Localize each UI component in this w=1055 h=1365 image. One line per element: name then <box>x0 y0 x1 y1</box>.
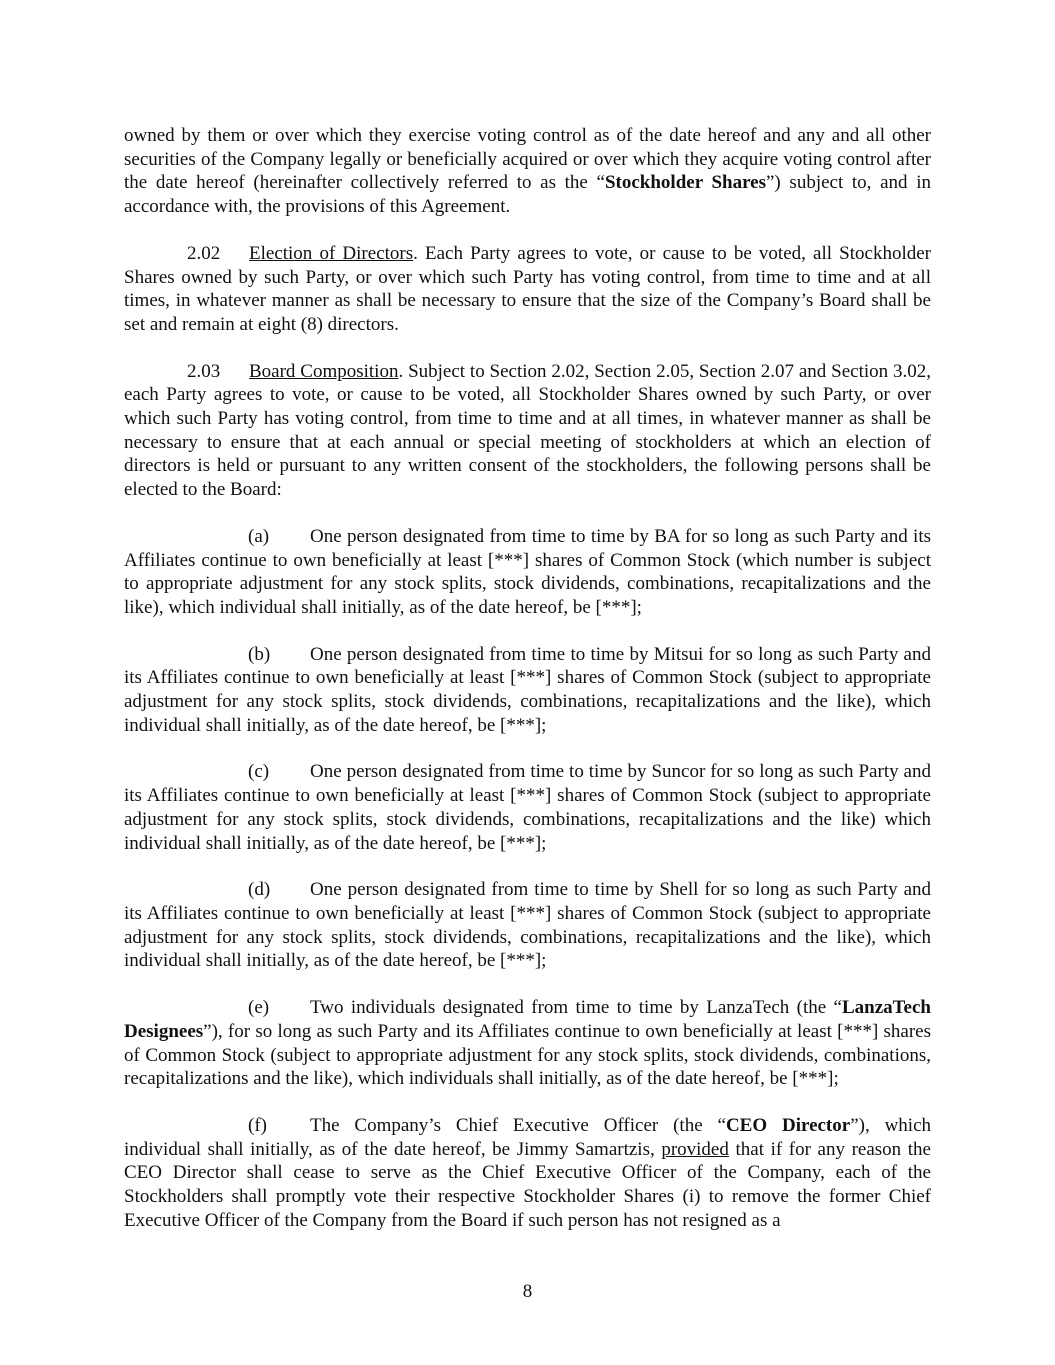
paragraph-continuation: owned by them or over which they exercise voting control as of the date hereof and any and all other securities of the Company legally or beneficially acquired or over which they acquire voting control after the date hereof (hereinafter collectively referred to as the “Stockholder Shares”) subject to, and in accordance with, the provisions of this Agreement. <box>124 125 931 218</box>
section-2-03: 2.03 Board Composition. Subject to Section 2.02, Section 2.05, Section 2.07 and Section 3.02, each Party agrees to vote, or cause to be voted, all Stockholder Shares owned by such Party, or over which such Party has voting control, from time to time and at all times, in whatever manner as shall be necessary to ensure that at each annual or special meeting of stockholders at which an election of directors is held or pursuant to any written consent of the stockholders, the following persons shall be elected to the Board: <box>124 360 931 501</box>
clause-number: (b) <box>248 643 271 665</box>
defined-term: CEO Director <box>725 1114 851 1136</box>
defined-term: Stockholder Shares <box>604 172 766 194</box>
clause-e: (e) Two individuals designated from time to time by LanzaTech (the “LanzaTech Designees”), for so long as such Party and its Affiliates continue to own beneficially at least [***] shares of Common Stock (subject to appropriate adjustment for any stock splits, stock dividends, combinations, recapitalizations and the like), which individuals shall initially, as of the date hereof, be [***]; <box>124 997 931 1090</box>
clause-number: (e) <box>248 997 270 1019</box>
section-number: 2.03 <box>187 360 221 382</box>
clause-f: (f) The Company’s Chief Executive Officer (the “CEO Director”), which individual shall initially, as of the date hereof, be Jimmy Samartzis, provided that if for any reason the CEO Director shall cease to serve as the Chief Executive Officer of the Company, each of the Stockholders shall promptly vote their respective Stockholder Shares (i) to remove the former Chief Executive Officer of the Company from the Board if such person has not resigned as a <box>124 1114 932 1231</box>
underlined-term: provided <box>661 1138 729 1160</box>
clause-number: (a) <box>248 525 270 547</box>
clause-number: (c) <box>248 761 270 783</box>
clause-number: (f) <box>248 1114 267 1136</box>
clause-c: (c) One person designated from time to time by Suncor for so long as such Party and its Affiliates continue to own beneficially at least [***] shares of Common Stock (subject to appropriate adjustment for any stock splits, stock dividends, combinations, recapitalizations and the like) which individual shall initially, as of the date hereof, be [***]; <box>124 761 931 854</box>
section-number: 2.02 <box>187 242 221 264</box>
clause-b: (b) One person designated from time to time by Mitsui for so long as such Party and its Affiliates continue to own beneficially at least [***] shares of Common Stock (subject to appropriate adjustment for any stock splits, stock dividends, combinations, recapitalizations and the like), which individual shall initially, as of the date hereof, be [***]; <box>124 643 931 736</box>
section-2-02: 2.02 Election of Directors. Each Party agrees to vote, or cause to be voted, all Stockholder Shares owned by such Party, or over which such Party has voting control, from time to time and at all times, in whatever manner as shall be necessary to ensure that the size of the Company’s Board shall be set and remain at eight (8) directors. <box>124 242 931 335</box>
page-number: 8 <box>522 1281 533 1302</box>
section-title: Board Composition <box>249 360 399 382</box>
document-body <box>124 124 931 1255</box>
clause-a: (a) One person designated from time to time by BA for so long as such Party and its Affiliates continue to own beneficially at least [***] shares of Common Stock (which number is subject to appropriate adjustment for any stock splits, stock dividends, combinations, recapitalizations and the like), which individual shall initially, as of the date hereof, be [***]; <box>124 525 931 618</box>
clause-d: (d) One person designated from time to time by Shell for so long as such Party and its Affiliates continue to own beneficially at least [***] shares of Common Stock (subject to appropriate adjustment for any stock splits, stock dividends, combinations, recapitalizations and the like), which individual shall initially, as of the date hereof, be [***]; <box>124 879 931 972</box>
section-title: Election of Directors <box>249 242 414 264</box>
clause-number: (d) <box>248 879 271 901</box>
defined-term: LanzaTech Designees <box>124 997 931 1042</box>
